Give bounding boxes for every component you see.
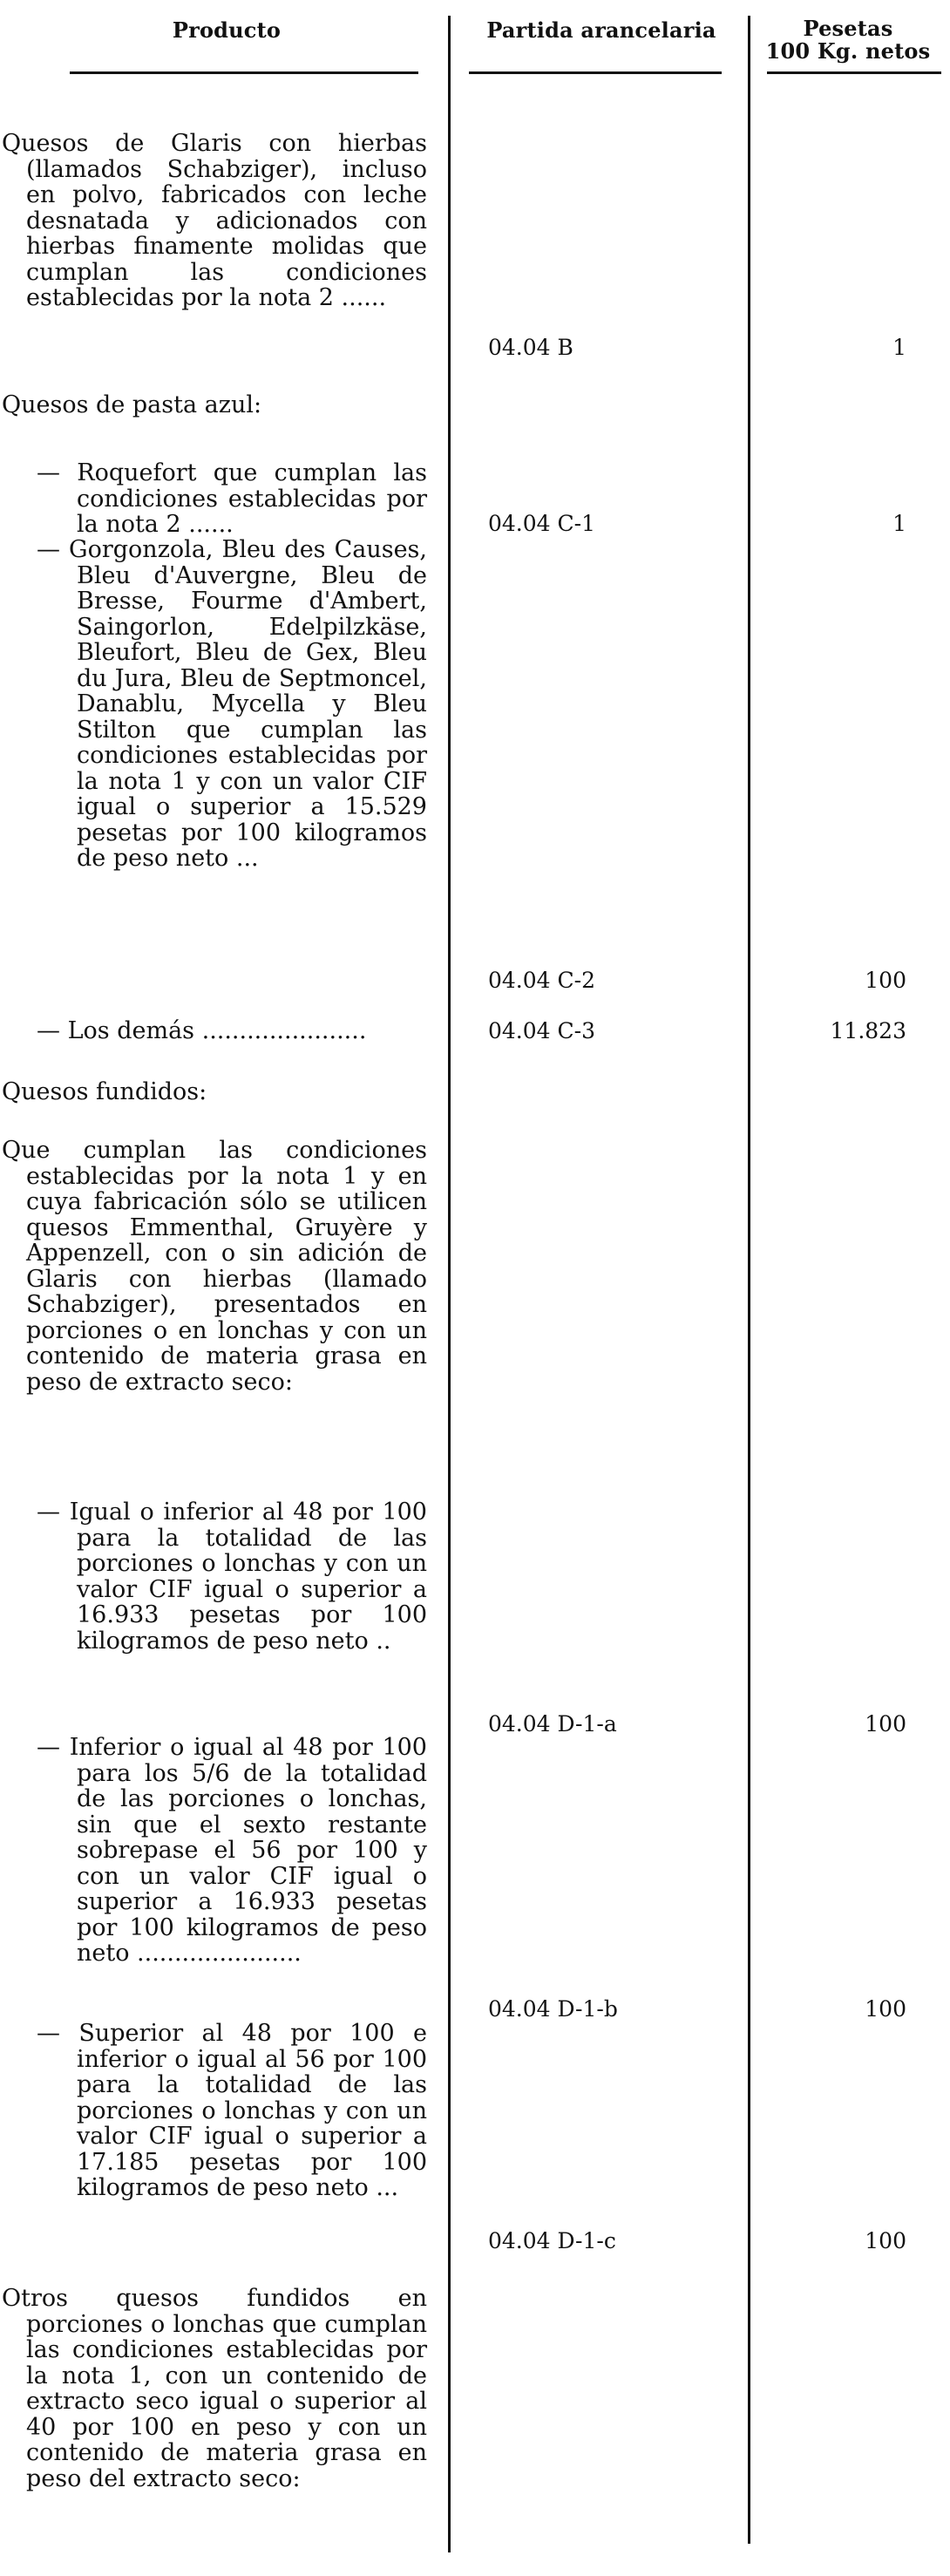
code-schabziger: 04.04 B (488, 335, 573, 360)
code-gorgonzola: 04.04 C-2 (488, 968, 595, 993)
section-pasta-azul: Quesos de pasta azul: (2, 391, 262, 418)
header-pesetas-line2: 100 Kg. netos (765, 38, 931, 64)
product-gorgonzola: — Gorgonzola, Bleu des Causes, Bleu d'Auvergne, Bleu de Bresse, Fourme d'Ambert, Saingorlon, Edelpilzkäse, Bleufort, Bleu de Gex, Bleu du Jura, Bleu de Septmoncel, Danablu, Mycella y Bleu Stilton que cumplan las condiciones establecidas por la nota 1 y con un valor CIF igual o superior a 15.529 pesetas por 100 kilogramos de peso neto ... (37, 536, 427, 872)
header-pesetas-line1: Pesetas (803, 16, 893, 41)
value-d1a: 100 (865, 1711, 906, 1737)
code-d1b: 04.04 D-1-b (488, 1996, 618, 2022)
column-divider-2 (748, 16, 750, 2544)
code-d1c: 04.04 D-1-c (488, 2228, 616, 2253)
header-rule-partida (469, 71, 722, 74)
section-fundidos: Quesos fundidos: (2, 1078, 207, 1105)
product-los-demas: — Los demás ...................... (37, 1017, 367, 1044)
product-d1a: — Igual o inferior al 48 por 100 para la totalidad de las porciones o lonchas y con un valor CIF igual o superior a 16.933 pesetas por 100 kilogramos de peso neto .. (37, 1499, 427, 1655)
column-divider-1 (448, 16, 451, 2552)
otros-quesos-fundidos: Otros quesos fundidos en porciones o lonchas que cumplan las condiciones establecidas por la nota 1, con un contenido de extracto seco igual o superior al 40 por 100 en peso y con un contenido de materia grasa en peso del extracto seco: (2, 2285, 427, 2492)
product-d1c: — Superior al 48 por 100 e inferior o igual al 56 por 100 para la totalidad de las porciones o lonchas y con un valor CIF igual o superior a 17.185 pesetas por 100 kilogramos de peso neto ... (37, 2020, 427, 2201)
code-los-demas: 04.04 C-3 (488, 1018, 595, 1043)
value-roquefort: 1 (892, 511, 906, 536)
header-producto: Producto (172, 17, 282, 43)
value-schabziger: 1 (892, 335, 906, 360)
header-rule-pesetas (767, 71, 941, 74)
product-roquefort: — Roquefort que cumplan las condiciones establecidas por la nota 2 ...... (37, 459, 427, 538)
value-d1b: 100 (865, 1996, 906, 2022)
value-los-demas: 11.823 (830, 1018, 906, 1043)
product-schabziger: Quesos de Glaris con hierbas (llamados Schabziger), incluso en polvo, fabricados con leche desnatada y adicionados con hierbas finamente molidas que cumplan las condiciones establecidas por la nota 2 ...... (2, 130, 427, 311)
fundidos-intro: Que cumplan las condiciones establecidas por la nota 1 y en cuya fabricación sólo se utilicen quesos Emmenthal, Gruyère y Appenzell, con o sin adición de Glaris con hierbas (llamado Schabziger), presentados en porciones o en lonchas y con un contenido de materia grasa en peso de extracto seco: (2, 1137, 427, 1396)
header-pesetas (757, 17, 940, 63)
value-d1c: 100 (865, 2228, 906, 2253)
value-gorgonzola: 100 (865, 968, 906, 993)
header-rule-producto (70, 71, 418, 74)
code-roquefort: 04.04 C-1 (488, 511, 595, 536)
header-partida-arancelaria: Partida arancelaria (486, 17, 716, 43)
code-d1a: 04.04 D-1-a (488, 1711, 617, 1737)
product-d1b: — Inferior o igual al 48 por 100 para los 5/6 de la totalidad de las porciones o lonchas, sin que el sexto restante sobrepase el 56 por 100 y con un valor CIF igual o superior a 16.933 pesetas por 100 kilogramos de peso neto ...................... (37, 1734, 427, 1967)
